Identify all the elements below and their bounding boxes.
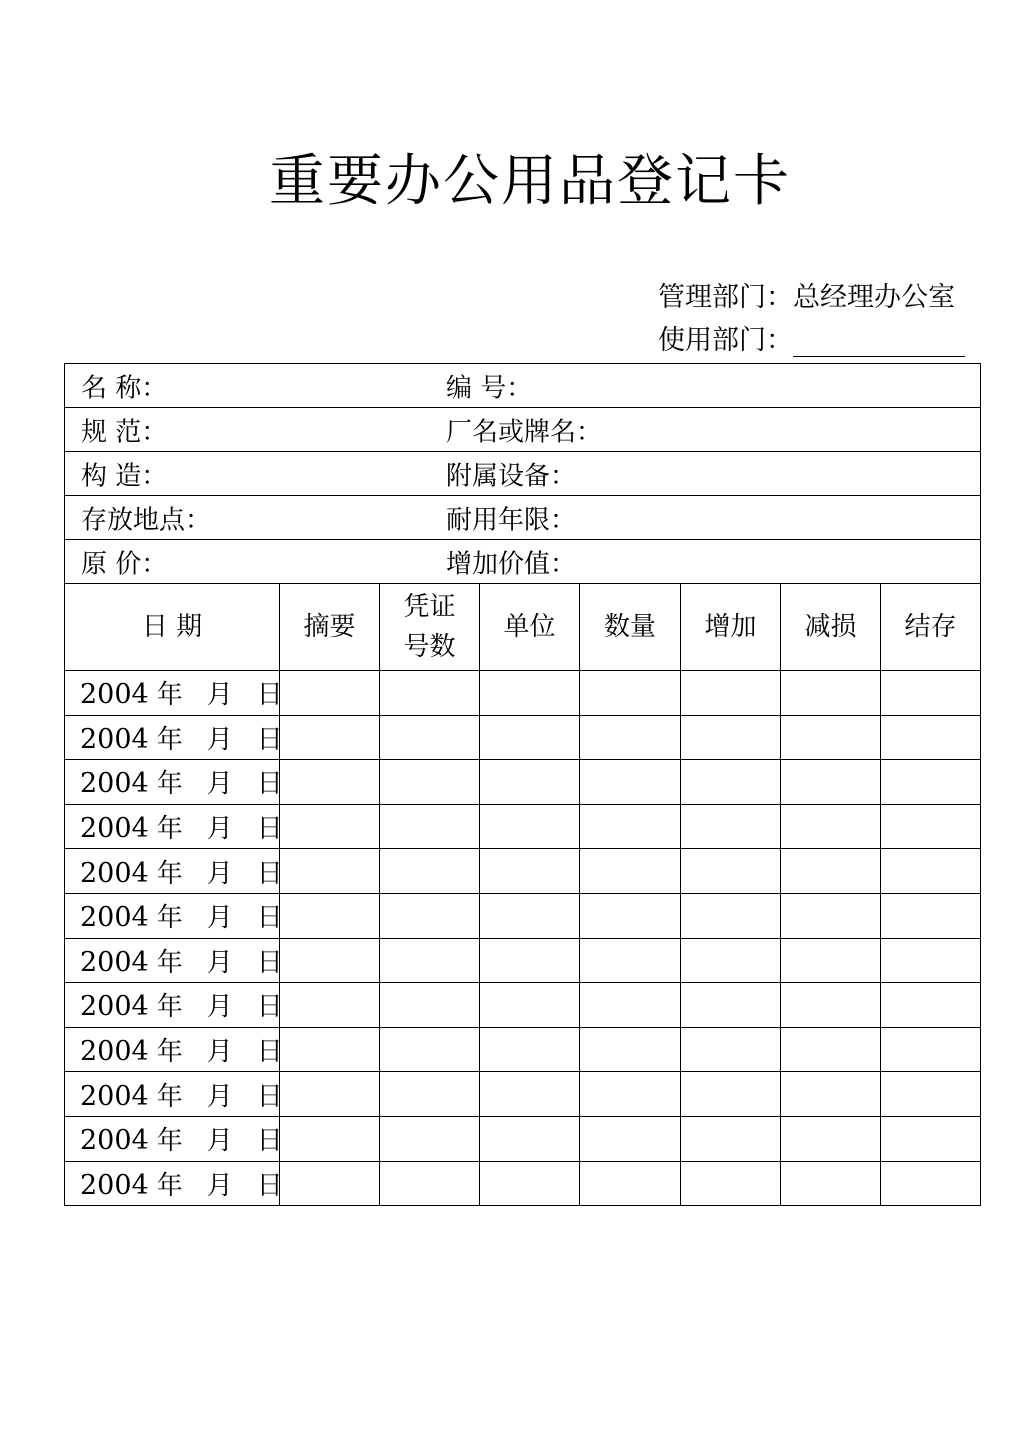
voucher-cell[interactable] [380,715,480,760]
balance-cell[interactable] [881,893,981,938]
table-row [65,671,981,716]
month-unit: 月 [206,724,233,755]
balance-cell[interactable] [881,849,981,894]
voucher-cell[interactable] [380,983,480,1028]
year-text: 2004 [80,679,149,711]
table-row [65,715,981,760]
quantity-cell[interactable] [580,893,681,938]
increase-cell[interactable] [681,938,781,983]
balance-cell[interactable] [881,1116,981,1161]
year-unit: 年 [156,680,183,711]
year-unit: 年 [156,903,183,934]
summary-cell[interactable] [280,1161,380,1206]
year-text: 2004 [80,902,149,934]
unit-cell[interactable] [480,938,580,983]
quantity-cell[interactable] [580,983,681,1028]
summary-cell[interactable] [280,983,380,1028]
info-cell[interactable] [65,408,981,452]
date-cell[interactable] [65,1161,283,1206]
summary-cell[interactable] [280,1072,380,1117]
quantity-cell[interactable] [580,760,681,805]
year-unit: 年 [156,947,183,978]
unit-cell[interactable] [480,983,580,1028]
increase-cell[interactable] [681,671,781,716]
col-balance-header: 结存 [881,584,981,671]
name-label: 名 称： [81,373,168,403]
day-unit: 日 [256,992,283,1023]
summary-cell[interactable] [280,1116,380,1161]
month-unit: 月 [206,992,233,1023]
spec-label: 规 范： [81,417,168,447]
month-unit: 月 [206,1037,233,1068]
info-cell[interactable] [65,540,981,584]
day-unit: 日 [256,680,283,711]
increase-cell[interactable] [681,893,781,938]
info-row-location [65,496,981,540]
structure-label: 构 造： [81,461,168,491]
voucher-cell[interactable] [380,1027,480,1072]
voucher-header-line1: 凭证 [403,592,456,622]
quantity-cell[interactable] [580,849,681,894]
table-row [65,983,981,1028]
voucher-cell[interactable] [380,1072,480,1117]
year-unit: 年 [156,992,183,1023]
year-text: 2004 [80,723,149,755]
balance-cell[interactable] [881,760,981,805]
decrease-cell[interactable] [781,671,881,716]
brand-label: 厂名或牌名： [446,417,603,447]
location-label: 存放地点： [81,505,212,535]
number-label: 编 号： [446,373,533,403]
month-unit: 月 [206,814,233,845]
year-text: 2004 [80,946,149,978]
date-cell[interactable] [65,1116,283,1161]
decrease-cell[interactable] [781,1027,881,1072]
date-cell[interactable] [65,849,283,894]
info-cell[interactable] [65,452,981,496]
quantity-cell[interactable] [580,1027,681,1072]
voucher-cell[interactable] [380,849,480,894]
balance-cell[interactable] [881,671,981,716]
day-unit: 日 [256,903,283,934]
voucher-cell[interactable] [380,938,480,983]
unit-cell[interactable] [480,1116,580,1161]
table-row [65,1161,981,1206]
balance-cell[interactable] [881,1027,981,1072]
date-cell[interactable] [65,804,283,849]
management-dept [658,280,955,316]
summary-cell[interactable] [280,715,380,760]
summary-cell[interactable] [280,671,380,716]
date-cell[interactable] [65,938,283,983]
col-summary-header: 摘要 [280,584,380,671]
year-text: 2004 [80,1080,149,1112]
day-unit: 日 [256,1170,283,1201]
table-row [65,893,981,938]
usage-dept-label: 使用部门： [658,325,793,356]
date-cell[interactable] [65,671,283,716]
year-unit: 年 [156,1081,183,1112]
table-row [65,849,981,894]
lifespan-label: 耐用年限： [446,505,577,535]
column-header-row [65,584,981,671]
voucher-cell[interactable] [380,1161,480,1206]
decrease-cell[interactable] [781,715,881,760]
decrease-cell[interactable] [781,938,881,983]
year-unit: 年 [156,1170,183,1201]
increase-cell[interactable] [681,715,781,760]
table-row [65,804,981,849]
unit-cell[interactable] [480,849,580,894]
management-dept-label: 管理部门： [658,282,793,313]
quantity-cell[interactable] [580,1072,681,1117]
col-date-header: 日 期 [65,584,280,671]
quantity-cell[interactable] [580,1116,681,1161]
day-unit: 日 [256,1126,283,1157]
voucher-cell[interactable] [380,671,480,716]
summary-cell[interactable] [280,760,380,805]
price-label: 原 价： [81,549,168,579]
col-quantity-header: 数量 [580,584,681,671]
year-unit: 年 [156,1126,183,1157]
day-unit: 日 [256,814,283,845]
year-unit: 年 [156,1037,183,1068]
voucher-cell[interactable] [380,1116,480,1161]
unit-cell[interactable] [480,1027,580,1072]
quantity-cell[interactable] [580,715,681,760]
month-unit: 月 [206,769,233,800]
unit-cell[interactable] [480,760,580,805]
table-row [65,1072,981,1117]
summary-cell[interactable] [280,1027,380,1072]
table-row [65,760,981,805]
unit-cell[interactable] [480,1072,580,1117]
table-row [65,1027,981,1072]
usage-dept-blank[interactable] [793,355,965,357]
page-title: 重要办公用品登记卡 [269,149,791,214]
year-unit: 年 [156,814,183,845]
increase-cell[interactable] [681,983,781,1028]
management-dept-value: 总经理办公室 [793,282,955,313]
day-unit: 日 [256,858,283,889]
voucher-cell[interactable] [380,804,480,849]
date-cell[interactable] [65,1027,283,1072]
year-text: 2004 [80,991,149,1023]
unit-cell[interactable] [480,715,580,760]
info-cell[interactable] [65,496,981,540]
summary-cell[interactable] [280,849,380,894]
increase-cell[interactable] [681,1116,781,1161]
date-cell[interactable] [65,983,283,1028]
decrease-cell[interactable] [781,1072,881,1117]
month-unit: 月 [206,903,233,934]
col-unit-header: 单位 [480,584,580,671]
voucher-header-line2: 号数 [403,632,456,662]
info-row-price [65,540,981,584]
decrease-cell[interactable] [781,1161,881,1206]
balance-cell[interactable] [881,938,981,983]
added-value-label: 增加价值： [446,549,577,579]
date-cell[interactable] [65,715,283,760]
day-unit: 日 [256,724,283,755]
year-text: 2004 [80,813,149,845]
month-unit: 月 [206,858,233,889]
year-text: 2004 [80,1169,149,1201]
date-cell[interactable] [65,893,283,938]
increase-cell[interactable] [681,804,781,849]
date-cell[interactable] [65,760,283,805]
summary-cell[interactable] [280,893,380,938]
balance-cell[interactable] [881,983,981,1028]
summary-cell[interactable] [280,938,380,983]
day-unit: 日 [256,947,283,978]
decrease-cell[interactable] [781,760,881,805]
decrease-cell[interactable] [781,1116,881,1161]
date-cell[interactable] [65,1072,283,1117]
increase-cell[interactable] [681,1027,781,1072]
voucher-cell[interactable] [380,760,480,805]
unit-cell[interactable] [480,893,580,938]
quantity-cell[interactable] [580,938,681,983]
info-row-name [65,364,981,408]
col-decrease-header: 减损 [781,584,881,671]
accessories-label: 附属设备： [446,461,577,491]
col-voucher-header [380,584,480,671]
day-unit: 日 [256,769,283,800]
month-unit: 月 [206,680,233,711]
voucher-cell[interactable] [380,893,480,938]
decrease-cell[interactable] [781,893,881,938]
decrease-cell[interactable] [781,849,881,894]
year-text: 2004 [80,857,149,889]
increase-cell[interactable] [681,760,781,805]
col-increase-header: 增加 [681,584,781,671]
month-unit: 月 [206,947,233,978]
month-unit: 月 [206,1170,233,1201]
info-row-spec [65,408,981,452]
table-row [65,1116,981,1161]
balance-cell[interactable] [881,1072,981,1117]
quantity-cell[interactable] [580,1161,681,1206]
unit-cell[interactable] [480,1161,580,1206]
increase-cell[interactable] [681,849,781,894]
summary-cell[interactable] [280,804,380,849]
month-unit: 月 [206,1081,233,1112]
month-unit: 月 [206,1126,233,1157]
year-unit: 年 [156,858,183,889]
quantity-cell[interactable] [580,671,681,716]
increase-cell[interactable] [681,1072,781,1117]
year-text: 2004 [80,1125,149,1157]
balance-cell[interactable] [881,804,981,849]
day-unit: 日 [256,1037,283,1068]
year-text: 2004 [80,1036,149,1068]
year-unit: 年 [156,769,183,800]
decrease-cell[interactable] [781,983,881,1028]
register-table [64,363,981,1206]
year-text: 2004 [80,768,149,800]
unit-cell[interactable] [480,804,580,849]
balance-cell[interactable] [881,1161,981,1206]
day-unit: 日 [256,1081,283,1112]
year-unit: 年 [156,724,183,755]
usage-dept [658,323,965,359]
info-row-structure [65,452,981,496]
balance-cell[interactable] [881,715,981,760]
info-cell[interactable] [65,364,981,408]
quantity-cell[interactable] [580,804,681,849]
decrease-cell[interactable] [781,804,881,849]
unit-cell[interactable] [480,671,580,716]
table-row [65,938,981,983]
increase-cell[interactable] [681,1161,781,1206]
